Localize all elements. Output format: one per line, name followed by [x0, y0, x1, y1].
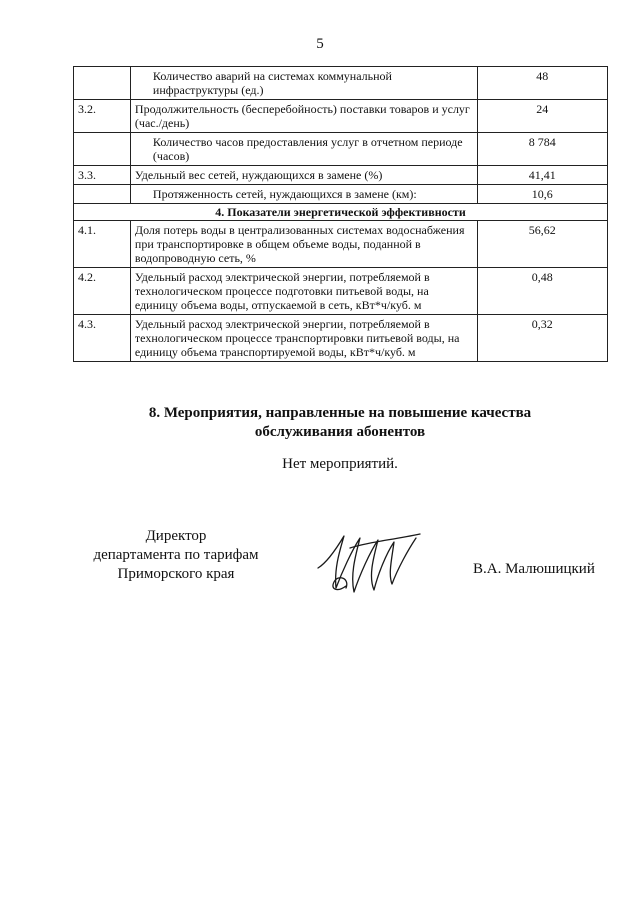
row-number: 4.1. — [74, 221, 131, 268]
no-measures-text: Нет мероприятий. — [282, 456, 398, 472]
row-description: Доля потерь воды в централизованных системах водоснабжения при транспортировке в общем объеме воды, поданной в водопроводную сеть, % — [130, 221, 477, 268]
signer-name: В.А. Малюшицкий — [473, 561, 595, 577]
row-number: 3.3. — [74, 166, 131, 185]
handwritten-signature — [316, 528, 426, 598]
row-description: Удельный расход электрической энергии, потребляемой в технологическом процессе подготовки питьевой воды, на единицу объема воды, отпускаемой в сеть, кВт*ч/куб. м — [130, 268, 477, 315]
signer-title-line-2: департамента по тарифам — [93, 547, 259, 563]
table-row — [74, 100, 608, 133]
row-description: Удельный расход электрической энергии, потребляемой в технологическом процессе транспортировки питьевой воды, на единицу объема транспортируемой воды, кВт*ч/куб. м — [130, 315, 477, 362]
row-number — [74, 185, 131, 204]
row-value: 56,62 — [477, 221, 607, 268]
row-value: 10,6 — [477, 185, 607, 204]
table-row — [74, 185, 608, 204]
section-header-energy: 4. Показатели энергетической эффективности — [74, 204, 608, 221]
row-value: 8 784 — [477, 133, 607, 166]
row-value: 0,48 — [477, 268, 607, 315]
section-8-heading-line-1: 8. Мероприятия, направленные на повышение качества — [148, 405, 532, 421]
row-description: Удельный вес сетей, нуждающихся в замене (%) — [130, 166, 477, 185]
row-number — [74, 133, 131, 166]
signer-title-line-1: Директор — [145, 528, 207, 544]
table-row — [74, 67, 608, 100]
signer-title-line-3: Приморского края — [117, 566, 235, 582]
signer-title — [76, 527, 276, 584]
row-number: 4.2. — [74, 268, 131, 315]
table-row — [74, 221, 608, 268]
row-description: Количество часов предоставления услуг в отчетном периоде (часов) — [130, 133, 477, 166]
section-8-heading-line-2: обслуживания абонентов — [254, 424, 426, 440]
page-number: 5 — [316, 36, 324, 52]
indicators-table — [73, 66, 608, 362]
row-description: Протяженность сетей, нуждающихся в замене (км): — [130, 185, 477, 204]
row-number: 3.2. — [74, 100, 131, 133]
row-value: 24 — [477, 100, 607, 133]
section-8-heading — [0, 404, 640, 442]
section-header-row — [74, 204, 608, 221]
row-value: 48 — [477, 67, 607, 100]
table-row — [74, 133, 608, 166]
row-description: Количество аварий на системах коммунальной инфраструктуры (ед.) — [130, 67, 477, 100]
table-row — [74, 166, 608, 185]
row-number — [74, 67, 131, 100]
row-number: 4.3. — [74, 315, 131, 362]
table-row — [74, 315, 608, 362]
row-value: 0,32 — [477, 315, 607, 362]
table-row — [74, 268, 608, 315]
row-value: 41,41 — [477, 166, 607, 185]
row-description: Продолжительность (бесперебойность) поставки товаров и услуг (час./день) — [130, 100, 477, 133]
